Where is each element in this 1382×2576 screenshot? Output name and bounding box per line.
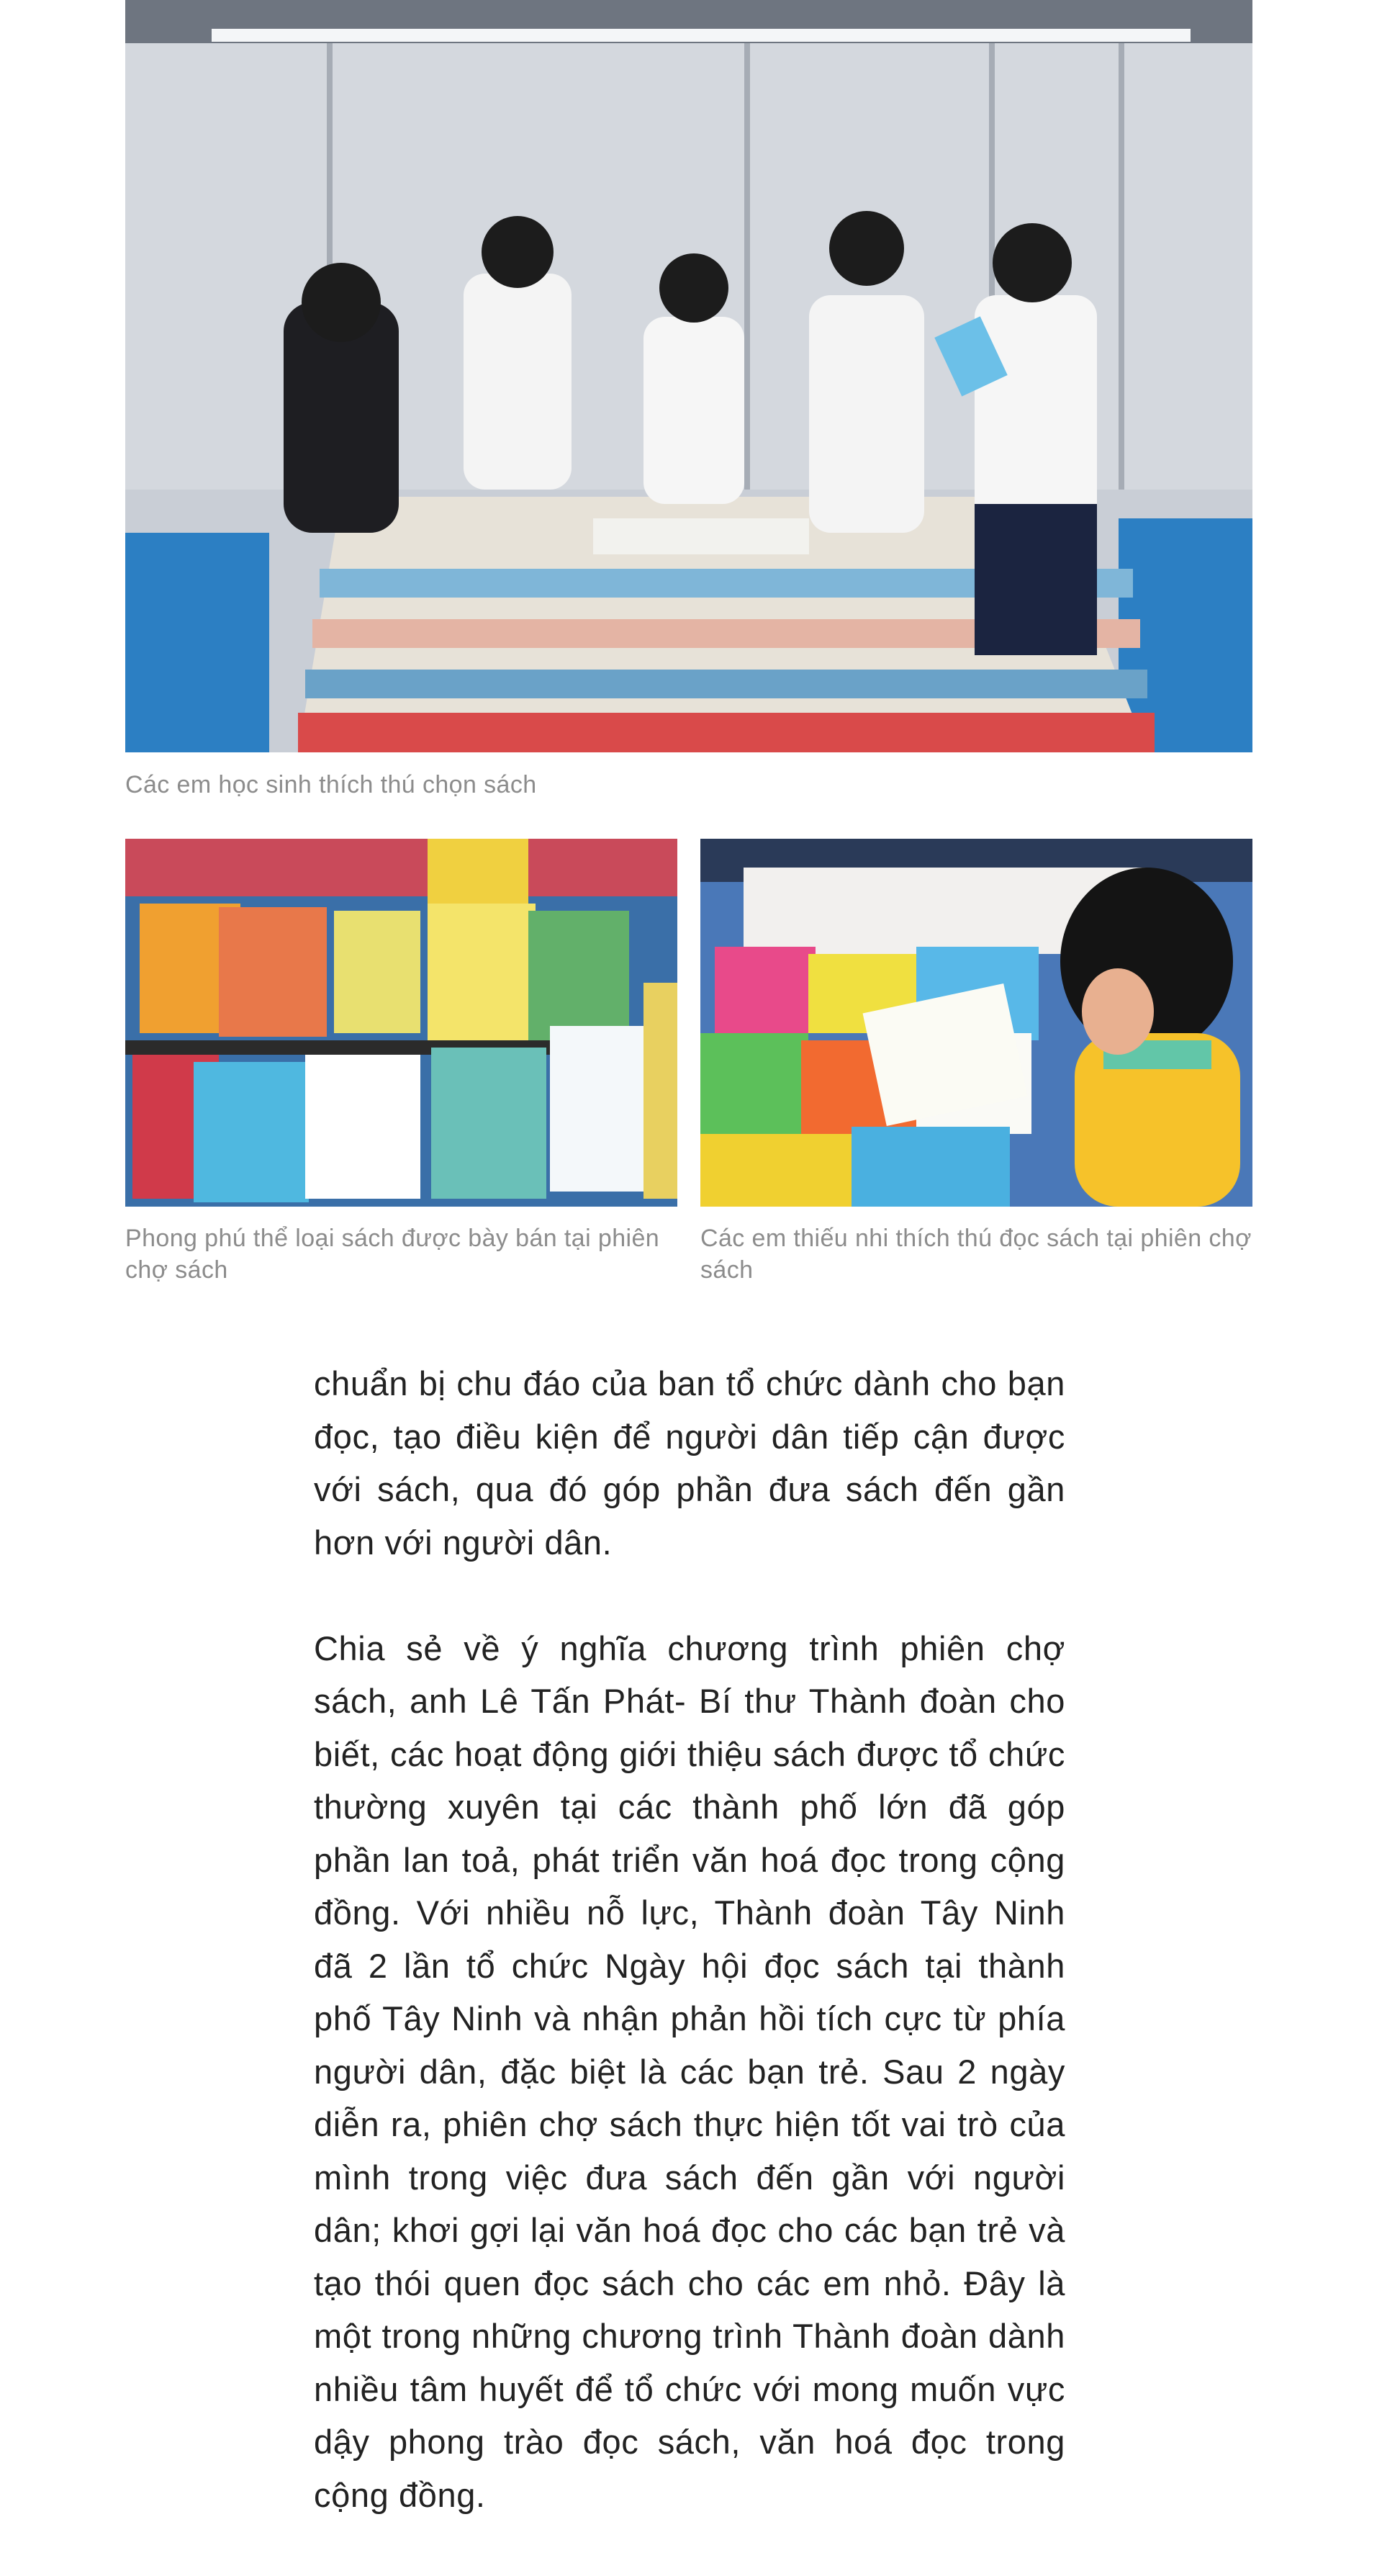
students-choosing-books-photo-illustration — [125, 0, 1252, 752]
photo-caption-left: Phong phú thể loại sách được bày bán tại phiên chợ sách — [125, 1225, 660, 1284]
photo-caption-main: Các em học sinh thích thú chọn sách — [125, 771, 537, 798]
article-paragraph: Chia sẻ về ý nghĩa chương trình phiên chợ sách, anh Lê Tấn Phát- Bí thư Thành đoàn cho biết, các hoạt động giới thiệu sách được tổ chức thường xuyên tại các thành phố lớn đã góp phần lan toả, phát triển văn hoá đọc trong cộng đồng. Với nhiều nỗ lực, Thành đoàn Tây Ninh đã 2 lần tổ chức Ngày hội đọc sách tại thành phố Tây Ninh và nhận phản hồi tích cực từ phía người dân, đặc biệt là các bạn trẻ. Sau 2 ngày diễn ra, phiên chợ sách thực hiện tốt vai trò của mình trong việc đưa sách đến gần với người dân; khơi gợi lại văn hoá đọc cho các bạn trẻ và tạo thói quen đọc sách cho các em nhỏ. Đây là một trong những chương trình Thành đoàn dành nhiều tâm huyết để tổ chức với mong muốn vực dậy phong trào đọc sách, văn hoá đọc trong cộng đồng. — [314, 1629, 1065, 2514]
article-body — [314, 1357, 1065, 2521]
photo-caption-right: Các em thiếu nhi thích thú đọc sách tại phiên chợ sách — [700, 1225, 1252, 1284]
child-reading-books-photo — [700, 839, 1252, 1207]
child-reading-books-photo-illustration — [700, 839, 1252, 1207]
students-choosing-books-photo — [125, 0, 1252, 752]
book-covers-display-photo — [125, 839, 677, 1207]
book-covers-display-photo-illustration — [125, 839, 677, 1207]
article-paragraph: chuẩn bị chu đáo của ban tổ chức dành cho bạn đọc, tạo điều kiện để người dân tiếp cận được với sách, qua đó góp phần đưa sách đến gần hơn với người dân. — [314, 1364, 1065, 1562]
